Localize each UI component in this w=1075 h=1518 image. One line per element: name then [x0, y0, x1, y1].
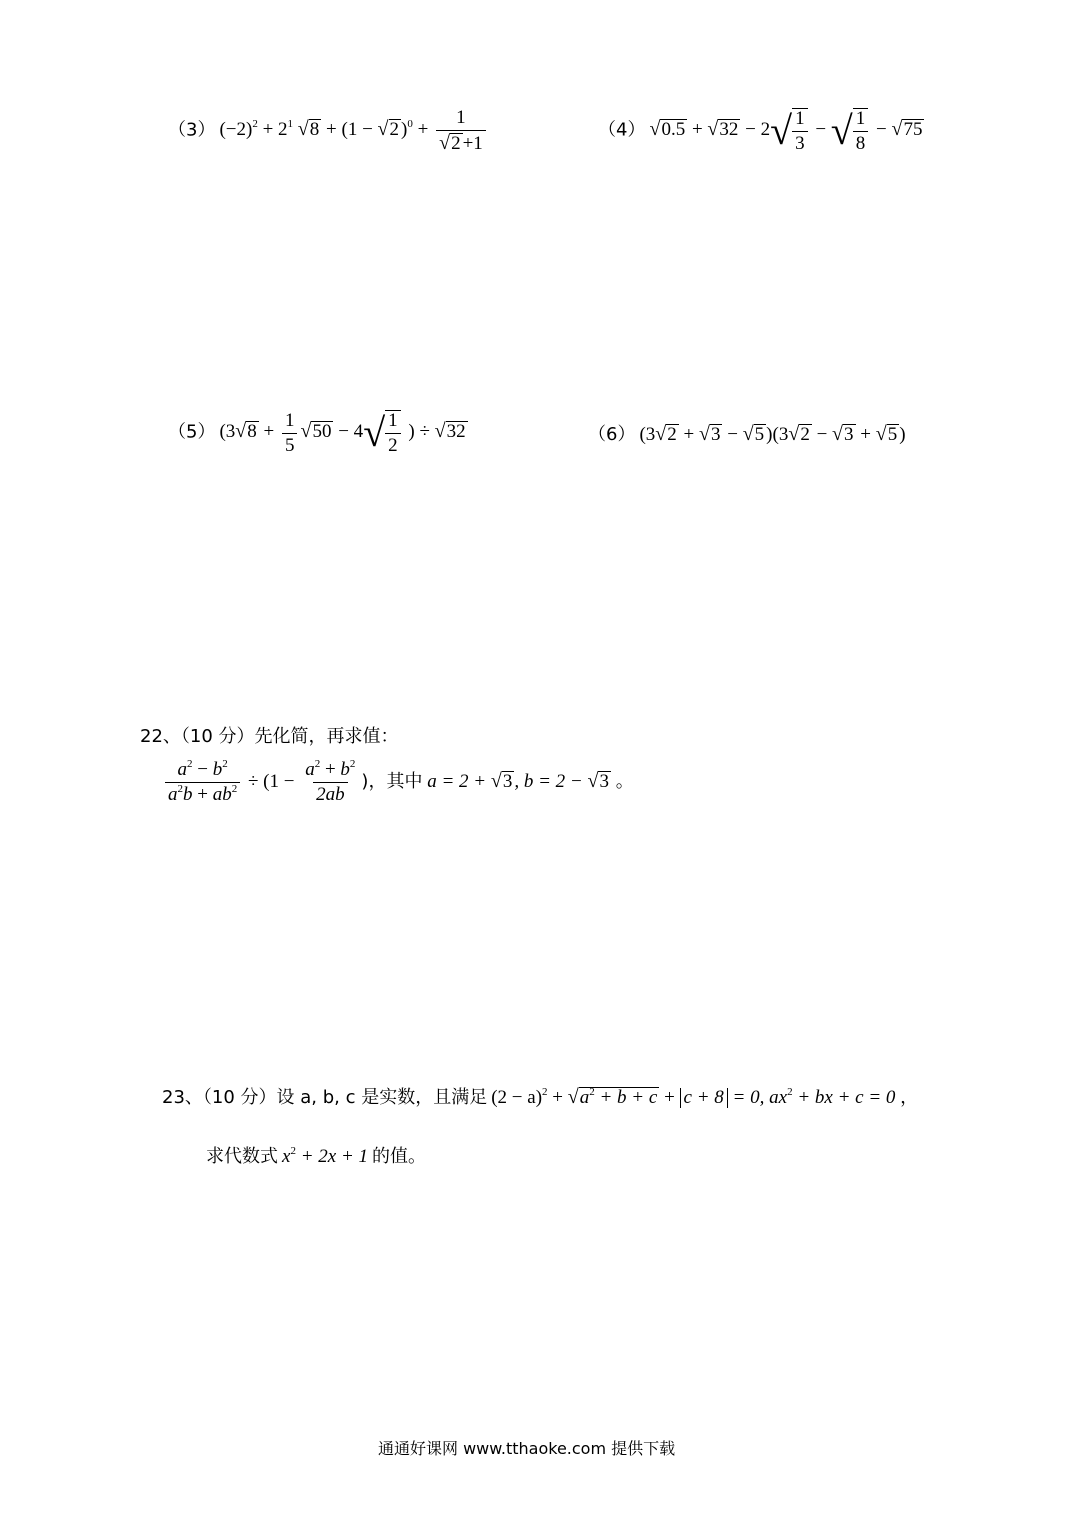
problem-4	[598, 108, 924, 154]
q22-fraction-1: $\frac{a^2 - b^2}{a^2b + ab^2}$	[165, 760, 240, 805]
problem-6-expression: (3√2 + √3 − √5 )(3√2 − √3 + √5 )	[639, 423, 906, 445]
q22-heading: 22、（10 分）先化简，再求值：	[140, 726, 399, 747]
problem-3-expression: $(-2)^2 + 2^1$ √8 + (1 − √2 )$^0$ + $\frac{1}{√2 +1}$	[219, 119, 488, 140]
q23-condition: $(2 - a)^2 + √a^2 + b + c + c + 8 = 0$, $ax^2$ + bx + c = 0	[491, 1086, 896, 1108]
problem-3	[168, 108, 489, 154]
q22-fraction-2: $\frac{a^2 + b^2}{2ab}$	[305, 758, 356, 805]
q23-line-1: 23、（10 分）设 a, b, c 是实数，且满足 $(2 - a)^2 + √a^2 + b + c + c + 8 = 0$, $ax^2$ + bx + c = 0 ，	[162, 1086, 919, 1108]
q22-expression: $\frac{a^2 - b^2}{a^2b + ab^2}$ ÷ (1 − $\frac{a^2 + b^2}{2ab}$ )，其中 a = 2 + √3 , b = 2 − √3 。	[162, 760, 634, 805]
problem-6-label: （6）	[588, 424, 636, 445]
problem-3-label: （3）	[168, 119, 216, 141]
sqrt-2: √2	[377, 118, 400, 141]
sqrt-8: √8	[297, 118, 320, 141]
q23-heading: 23、（10 分）设 a, b, c 是实数，且满足	[162, 1087, 488, 1108]
fraction-1-over-sqrt2-plus-1: $\frac{1}{√2 +1}$	[436, 108, 486, 154]
problem-4-expression: √0.5 + √32 − 2√ $\frac{1}{3}$ − √ $\frac{1}{8}$ − √75	[649, 108, 923, 154]
page-footer: 通通好课网 www.tthaoke.com 提供下载	[378, 1439, 676, 1458]
problem-4-label: （4）	[598, 119, 646, 141]
problem-6	[588, 420, 906, 446]
problem-5-expression: (3√8 + $\frac{1}{5}$ √50 − 4√ $\frac{1}{2}$ ) ÷ √32	[219, 409, 466, 456]
absolute-value: c + 8	[680, 1088, 728, 1108]
problem-5-label: （5）	[168, 421, 216, 443]
q23-line-2: 求代数式 $x^2 + 2x + 1$ 的值。	[206, 1145, 427, 1167]
problem-5	[168, 410, 468, 456]
